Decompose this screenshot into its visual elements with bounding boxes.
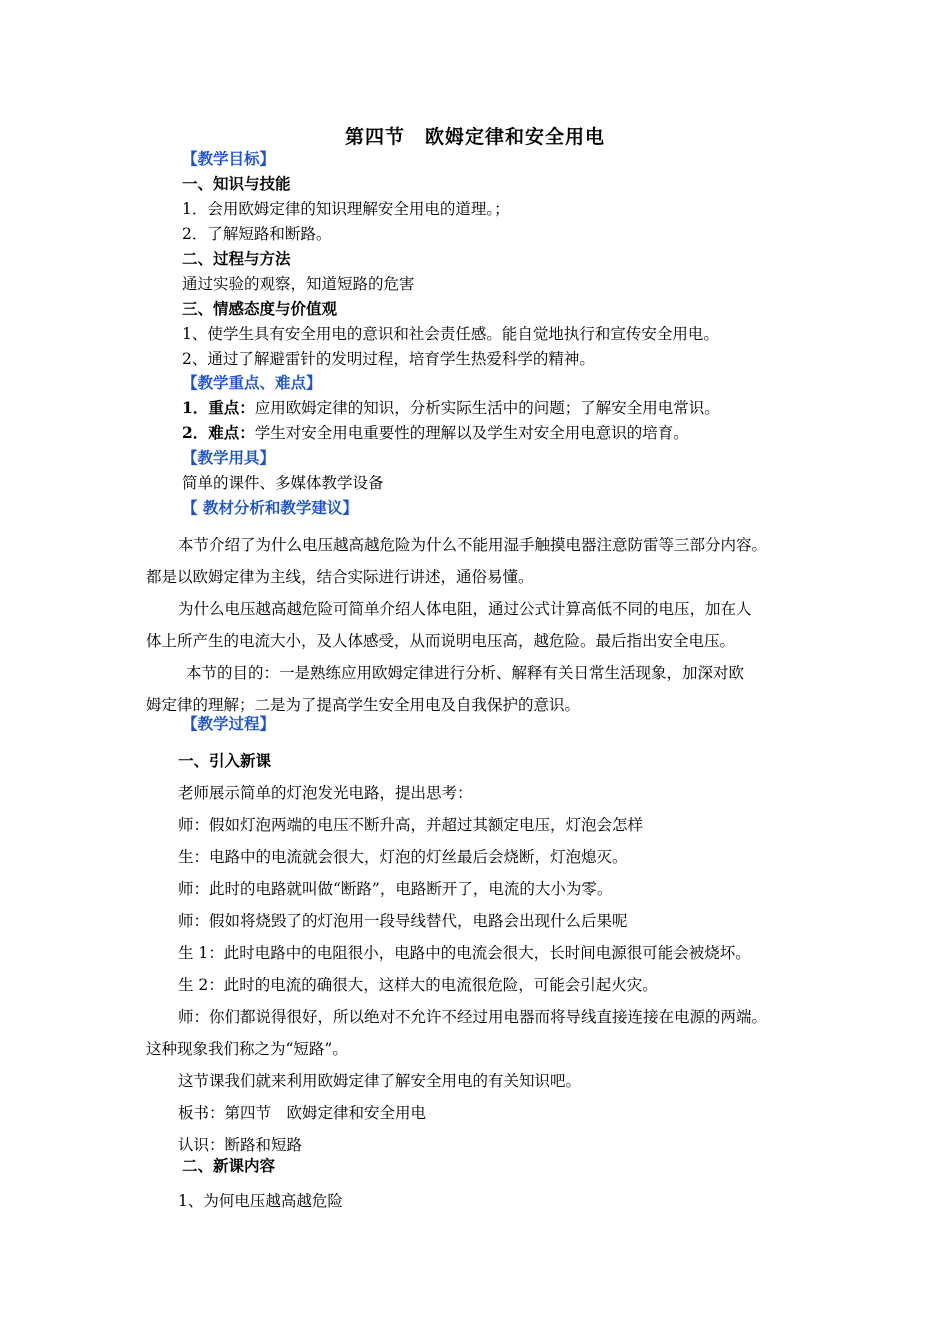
heading-process: 二、过程与方法 (182, 249, 291, 268)
heading-key-points: 【教学重点、难点】 (182, 373, 322, 392)
heading-intro: 一、引入新课 (178, 751, 272, 770)
key-point-2-label: 2．难点： (182, 423, 255, 442)
tools-text: 简单的课件、多媒体教学设备 (182, 474, 384, 492)
dialogue-11: 认识：断路和短路 (178, 1136, 303, 1154)
key-point-2-text: 学生对安全用电重要性的理解以及学生对安全用电意识的培育。 (254, 424, 689, 442)
knowledge-item-1: 1．会用欧姆定律的知识理解安全用电的道理。； (182, 200, 510, 218)
heading-new-content: 二、新课内容 (182, 1156, 276, 1175)
dialogue-2: 师：假如灯泡两端的电压不断升高，并超过其额定电压，灯泡会怎样 (178, 816, 644, 834)
dialogue-7: 生 2：此时的电流的确很大，这样大的电流很危险，可能会引起火灾。 (178, 976, 658, 994)
analysis-p3-line1: 本节的目的：一是熟练应用欧姆定律进行分析、解释有关日常生活现象，加深对欧 (186, 664, 745, 682)
dialogue-8-line1: 师：你们都说得很好，所以绝对不允许不经过用电器而将导线直接连接在电源的两端。 (178, 1008, 768, 1026)
heading-objectives: 【教学目标】 (182, 149, 276, 168)
heading-tools: 【教学用具】 (182, 448, 276, 467)
heading-knowledge: 一、知识与技能 (182, 174, 291, 193)
new-content-item-1: 1、为何电压越高越危险 (178, 1192, 343, 1210)
analysis-p1-line1: 本节介绍了为什么电压越高越危险为什么不能用湿手触摸电器注意防雷等三部分内容。 (178, 536, 768, 554)
analysis-p2-line1: 为什么电压越高越危险可简单介绍人体电阻，通过公式计算高低不同的电压，加在人 (178, 600, 752, 618)
key-point-1-text: 应用欧姆定律的知识，分析实际生活中的问题；了解安全用电常识。 (254, 399, 720, 417)
analysis-p2-line2: 体上所产生的电流大小，及人体感受，从而说明电压高，越危险。最后指出安全电压。 (146, 632, 736, 650)
dialogue-1: 老师展示简单的灯泡发光电路，提出思考： (178, 784, 473, 802)
dialogue-3: 生：电路中的电流就会很大，灯泡的灯丝最后会烧断，灯泡熄灭。 (178, 848, 628, 866)
dialogue-4: 师：此时的电路就叫做“断路”，电路断开了，电流的大小为零。 (178, 880, 613, 898)
key-point-1 (182, 397, 720, 419)
key-point-1-label: 1．重点： (182, 398, 255, 417)
document-title: 第四节 欧姆定律和安全用电 (344, 126, 605, 148)
dialogue-10: 板书：第四节 欧姆定律和安全用电 (178, 1104, 427, 1122)
heading-emotion: 三、情感态度与价值观 (182, 299, 338, 318)
emotion-item-1: 1、使学生具有安全用电的意识和社会责任感。能自觉地执行和宣传安全用电。 (182, 325, 719, 343)
process-item-1: 通过实验的观察，知道短路的危害 (182, 275, 415, 293)
heading-analysis: 【 教材分析和教学建议】 (182, 498, 358, 517)
analysis-p1-line2: 都是以欧姆定律为主线，结合实际进行讲述，通俗易懂。 (146, 568, 534, 586)
emotion-item-2: 2、通过了解避雷针的发明过程，培育学生热爱科学的精神。 (182, 350, 595, 368)
dialogue-5: 师：假如将烧毁了的灯泡用一段导线替代，电路会出现什么后果呢 (178, 912, 628, 930)
key-point-2 (182, 422, 689, 444)
dialogue-9: 这节课我们就来利用欧姆定律了解安全用电的有关知识吧。 (178, 1072, 582, 1090)
analysis-p3-line2: 姆定律的理解；二是为了提高学生安全用电及自我保护的意识。 (146, 696, 581, 714)
heading-teaching-process: 【教学过程】 (182, 714, 276, 733)
knowledge-item-2: 2．了解短路和断路。 (182, 225, 332, 243)
dialogue-6: 生 1：此时电路中的电阻很小，电路中的电流会很大，长时间电源很可能会被烧坏。 (178, 944, 751, 962)
dialogue-8-line2: 这种现象我们称之为“短路”。 (146, 1040, 348, 1058)
